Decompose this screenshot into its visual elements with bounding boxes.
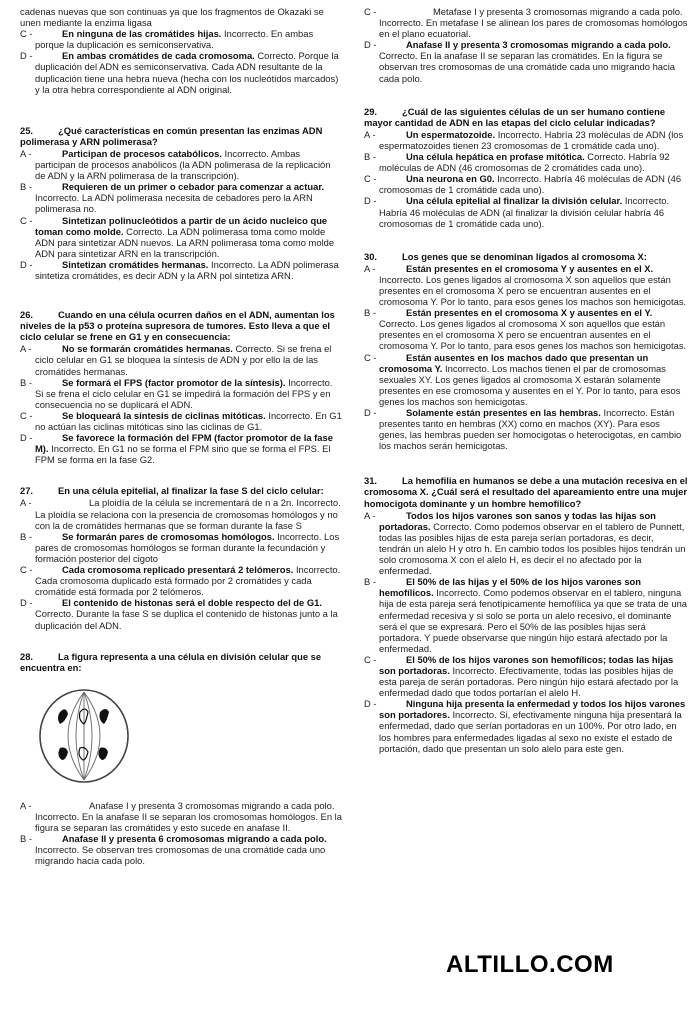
spindle-fiber: [84, 692, 92, 780]
chromatid: [98, 747, 108, 760]
option-text: Incorrecto. Efectivamente, todas las posibles hijas de esta pareja de serán portadoras. Pero ningún hijo estará afectado por la enfermedad dado que todos portarían el alelo H.: [379, 664, 679, 699]
option-title: Todos los hijos varones son sanos y todas las hijas son portadoras.: [379, 509, 656, 532]
option-title: Un espermatozoide.: [406, 128, 496, 140]
question-number: 30.: [364, 250, 378, 262]
option-d: [364, 407, 688, 451]
question-number: 27.: [20, 485, 34, 497]
option-text: Incorrecto. Ambas participan de procesos anabólicos (la ADN polimerasa de la replicación de ADN y la ARN polimerasa de la transcripción).: [35, 147, 331, 182]
chromatid: [79, 747, 88, 760]
chromatid: [100, 709, 110, 724]
option-text: Incorrecto. Habría 46 moléculas de ADN (al finalizar la división celular habría 46 cromosomas de 1 cromátide cada uno).: [379, 195, 670, 229]
question-25: [20, 125, 342, 281]
option-text: Correcto. Los genes ligados al cromosoma X son aquellos que están presentes en el cromosoma X pero se encuentran ausentes en el cromosoma Y. Por lo tanto, para esos genes los machos son hemicigotas.: [379, 318, 687, 352]
option-c-intro: [364, 6, 688, 39]
option-text: Correcto. En la anafase II se separan las cromátides. En la figura se observan tres cromosomas de una cromátide cada uno migrando hacia cada polo.: [379, 50, 675, 84]
option-text: Incorrecto. En G1 no se forma el FPM sino que se forma el FPS. El FPM se forma en la fase G2.: [35, 443, 331, 466]
option-letter: B -: [20, 833, 32, 845]
spindle-fiber: [76, 692, 84, 780]
option-letter: B -: [20, 181, 32, 193]
question-heading: [364, 106, 688, 128]
option-text: Incorrecto. Los genes ligados al cromosoma X son aquellos que están presentes en el cromosoma X pero se encuentran ausentes en el cromosoma Y. Por lo tanto, para esos genes los machos son hemicigotas.: [379, 273, 687, 308]
option-title: En ambas cromátides de cada cromosoma.: [62, 50, 255, 62]
option-title: No se formarán cromátides hermanas.: [62, 343, 233, 355]
option-text: Correcto. Habría 92 moléculas de ADN (46 cromosomas de 2 cromátides cada uno).: [379, 151, 670, 174]
option-letter: A -: [364, 509, 376, 521]
question-heading: [20, 309, 342, 342]
option-letter: D -: [364, 698, 377, 710]
question-heading: [364, 251, 688, 262]
option-text: Incorrecto. Se observan tres cromosomas de una cromátide cada uno migrando hacia cada polo.: [35, 844, 326, 867]
option-letter: A -: [20, 343, 32, 355]
question-30: [364, 251, 688, 452]
question-text: La hemofilia en humanos se debe a una mutación recesiva en el cromosoma X. ¿Cuál será el resultado del apareamiento entre una mujer homocigota dominante y un hombre hemofílico?: [364, 475, 688, 509]
option-c: [364, 352, 688, 407]
option-letter: D -: [20, 258, 33, 270]
option-letter: A -: [20, 497, 32, 509]
question-number: 26.: [20, 309, 34, 321]
option-text: Incorrecto. Cada cromosoma duplicado está formado por 2 cromátides y cada cromátide está formada por 2 telómeros.: [35, 564, 341, 598]
option-title: Una célula hepática en profase mitótica.: [406, 151, 585, 163]
option-letter: C -: [20, 214, 33, 226]
option-letter: B -: [20, 376, 32, 388]
option-b: [20, 531, 342, 564]
option-text: Incorrecto. La ADN polimerasa necesita de cebadores pero la ARN polimerasa no.: [35, 192, 313, 215]
option-title: Se bloqueará la síntesis de ciclinas mitóticas.: [62, 409, 266, 421]
chromatids-top: [58, 709, 109, 724]
option-letter: B -: [20, 530, 32, 542]
option-title: Están presentes en el cromosoma X y ausentes en el Y.: [406, 307, 653, 319]
option-letter: D -: [20, 597, 33, 609]
option-title: El contenido de histonas será el doble respecto del de G1.: [62, 597, 322, 609]
question-number: 29.: [364, 105, 378, 117]
option-c: [364, 173, 688, 195]
option-text: Correcto. La ADN polimerasa toma como molde ADN para sintetizar ADN nuevos. La ARN polimerasa toma como molde ADN para sintetizar ARN en la transcripción.: [35, 225, 335, 259]
option-text: Incorrecto. Habría 23 moléculas de ADN (los espermatozoides tienen 23 cromosomas de 1 cromátide cada uno).: [379, 128, 684, 151]
option-title: Están ausentes en los machos dado que presentan un cromosoma Y.: [379, 351, 649, 374]
option-a: [20, 800, 342, 833]
option-letter: C -: [364, 653, 377, 665]
option-text: Metafase I y presenta 3 cromosomas migrando a cada polo. Incorrecto. En metafase I se alinean los pares de cromosomas homólogos en el plano ecuatorial.: [379, 6, 688, 40]
spacer: [364, 451, 688, 475]
question-27: [20, 485, 342, 630]
option-text: Incorrecto. Los pares de cromosomas homólogos se forman durante la fecundación y formación posterior del cigoto: [35, 530, 340, 564]
option-d: [364, 698, 688, 753]
option-b: [364, 151, 688, 173]
question-heading: [20, 485, 342, 496]
option-text: Anafase I y presenta 3 cromosomas migrando a cada polo. Incorrecto. En la anafase II se separan los cromosomas homólogos. En la figura se separan las cromátides y esto sucede en anafase II.: [35, 799, 342, 834]
option-letter: C -: [364, 173, 377, 185]
option-title: Una célula epitelial al finalizar la división celular.: [406, 195, 623, 207]
option-a: [364, 510, 688, 577]
question-number: 31.: [364, 475, 378, 487]
option-letter: C -: [20, 409, 33, 421]
option-text: Correcto. Como podemos observar en el tablero de Punnett, todas las posibles hijas de esta pareja serían portadoras, es decir, tendrán un alelo H y otro h. En cambio todos los posibles hijos tendrán un solo cromosoma X con el alelo H, es decir el no afectado por la enfermedad.: [379, 520, 686, 577]
question-text: ¿Qué características en común presentan las enzimas ADN polimerasa y ARN polimerasa?: [20, 124, 323, 147]
option-letter: A -: [20, 147, 32, 159]
option-c: [20, 215, 342, 259]
option-letter: D -: [364, 195, 377, 207]
option-letter: D -: [20, 432, 33, 444]
option-letter: B -: [364, 151, 376, 163]
spacer: [364, 84, 688, 106]
spindle-fibers: [68, 692, 100, 780]
chromatids-bottom: [58, 747, 108, 760]
option-text: Incorrecto. Si, efectivamente ninguna hija presentará la enfermedad, dado que serían portadoras en un 100%. Por otro lado, en los hombres para enfermedades ligadas al sexo no existe el estado de portación, dado que presentan un solo alelo para este gen.: [379, 709, 682, 754]
option-title: El 50% de las hijas y el 50% de los hijos varones son hemofílicos.: [379, 576, 641, 599]
chromatid: [58, 709, 68, 724]
question-text: Los genes que se denominan ligados al cromosoma X:: [402, 250, 647, 262]
option-title: Se favorece la formación del FPM (factor promotor de la fase M).: [35, 432, 333, 455]
left-column: [20, 6, 342, 866]
option-d-intro: [20, 50, 342, 94]
question-heading: [20, 125, 342, 147]
option-text: Incorrecto. Están presentes tanto en hembras (XX) como en machos (XY). Para esos genes, las hembras pueden ser homocigotas o heterocigotas, en cambio los machos serán hemicigotas.: [379, 407, 682, 452]
option-a: [20, 148, 342, 181]
question-text: Cuando en una célula ocurren daños en el ADN, aumentan los niveles de la p53 o proteína supresora de tumores. Esto lleva a que el ciclo celular se frene en G1 y en consecuencia:: [20, 309, 335, 343]
option-title: Solamente están presentes en las hembras.: [406, 407, 601, 418]
option-title: Se formarán pares de cromosomas homólogos.: [62, 530, 275, 542]
option-title: En ninguna de las cromátides hijas.: [62, 28, 222, 40]
anaphase-cell-figure: [34, 686, 134, 786]
option-d: [364, 195, 688, 228]
option-title: Anafase II y presenta 3 cromosomas migrando a cada polo.: [406, 39, 671, 51]
option-text: Incorrecto. Como podemos observar en el tablero, ninguna hija de esta pareja será fenotípicamente hemofílica ya que se trata de una enfermedad recesiva y si solo se porta un alelo recesivo, el dominante será el que se expresará. Pero el 50% de las posibles hijas será portadora. Y puede observarse que ningún hijo estará afectado por la enfermedad.: [379, 587, 688, 654]
option-letter: D -: [364, 407, 377, 418]
spacer: [20, 465, 342, 485]
chromatid: [58, 747, 68, 760]
option-title: Ninguna hija presenta la enfermedad y todos los hijos varones son portadores.: [379, 698, 686, 721]
option-text: Incorrecto. La ADN polimerasa sintetiza cromátides, es decir ADN y la ARN pol sintetiza ARN.: [35, 258, 339, 281]
option-title: Sintetizan cromátides hermanas.: [62, 258, 209, 270]
option-b: [364, 307, 688, 351]
option-letter: A -: [364, 128, 376, 140]
option-letter: A -: [20, 799, 32, 811]
option-letter: C -: [364, 6, 377, 17]
option-text: Incorrecto. En G1 no actúan las ciclinas mitóticas sino las ciclinas de G1.: [35, 409, 342, 432]
option-title: Anafase II y presenta 6 cromosomas migrando a cada polo.: [62, 833, 327, 845]
option-title: Están presentes en el cromosoma Y y ausentes en el X.: [406, 262, 654, 274]
option-letter: C -: [364, 351, 377, 363]
question-text: En una célula epitelial, al finalizar la fase S del ciclo celular:: [58, 485, 324, 497]
option-letter: C -: [20, 564, 33, 576]
option-d: [20, 597, 342, 630]
option-title: Una neurona en G0.: [406, 173, 495, 185]
option-a: [20, 343, 342, 376]
spacer: [20, 631, 342, 651]
spacer: [364, 229, 688, 251]
option-b: [20, 833, 342, 866]
option-letter: B -: [364, 576, 376, 588]
option-text: Correcto. Porque la duplicación del ADN es semiconservativa. Cada ADN resultante de la duplicación tiene una hebra nueva (hecha con los nucleótidos marcados) y la otra hebra correspondiente al ADN original.: [35, 50, 339, 95]
option-letter: D -: [364, 39, 377, 51]
option-text: Incorrecto. Si se frena el ciclo celular en G1 se impedirá la formación del FPS y en consecuencia no se duplicará el ADN.: [35, 376, 333, 410]
question-text: ¿Cuál de las siguientes células de un ser humano contiene mayor cantidad de ADN en las etapas del ciclo celular indicadas?: [364, 105, 666, 128]
question-31: [364, 475, 688, 753]
option-c-intro: [20, 28, 342, 50]
option-text: Correcto. Si se frena el ciclo celular en G1 se bloquea la síntesis de ADN y por ello la de las cromátides hermanas.: [35, 343, 332, 377]
option-letter: B -: [364, 307, 376, 319]
option-letter: A -: [364, 262, 376, 274]
option-title: Sintetizan polinucleótidos a partir de un ácido nucleico que toman como molde.: [35, 214, 328, 237]
option-b: [20, 377, 342, 410]
option-text: Incorrecto. Habría 46 moléculas de ADN (46 cromosomas de 1 cromátide cada uno).: [379, 173, 682, 196]
intro-text: cadenas nuevas que son continuas ya que los fragmentos de Okazaki se unen mediante la enzima ligasa: [20, 6, 324, 29]
option-a: [364, 263, 688, 307]
option-d-intro: [364, 39, 688, 83]
question-26: [20, 309, 342, 465]
option-letter: C -: [20, 28, 33, 40]
option-title: Cada cromosoma replicado presentará 2 telómeros.: [62, 564, 294, 576]
question-28: [20, 651, 342, 867]
question-heading: [364, 475, 688, 508]
option-d: [20, 432, 342, 465]
option-text: Incorrecto. En ambas porque la duplicación es semiconservativa.: [35, 28, 314, 51]
option-title: El 50% de los hijos varones son hemofílicos; todas las hijas son portadoras.: [379, 653, 674, 676]
question-heading: [20, 651, 342, 673]
option-c: [20, 564, 342, 597]
option-title: Requieren de un primer o cebador para comenzar a actuar.: [62, 181, 325, 193]
option-d: [20, 259, 342, 281]
option-c: [364, 654, 688, 698]
question-number: 28.: [20, 650, 34, 662]
option-a: [20, 497, 342, 530]
option-text: Correcto. Durante la fase S se duplica el contenido de histonas junto a la duplicación del ADN.: [35, 608, 338, 631]
option-text: La ploidía de la célula se incrementará de n a 2n. Incorrecto. La ploidía se relaciona con la presencia de cromosomas homólogos y no con la de cromátides hermanas que se forman durante la fase S: [35, 497, 341, 531]
option-letter: D -: [20, 50, 33, 62]
altillo-logo: ALTILLO.COM: [446, 951, 614, 978]
option-a: [364, 129, 688, 151]
question-29: [364, 106, 688, 229]
spacer: [20, 281, 342, 309]
option-title: Se formará el FPS (factor promotor de la síntesis).: [62, 376, 286, 388]
question-text: La figura representa a una célula en división celular que se encuentra en:: [20, 650, 322, 673]
option-b: [364, 576, 688, 654]
option-title: Participan de procesos catabólicos.: [62, 147, 222, 159]
right-column: [364, 6, 688, 754]
option-text: Incorrecto. Los machos tienen el par de cromosomas sexuales XY. Los genes ligados al cromosoma X estarán solamente presentes en ese cromosoma y ausentes en el Y. Por lo tanto, para esos genes los machos son hemicigotas.: [379, 362, 681, 407]
spacer: [20, 95, 342, 125]
question-number: 25.: [20, 124, 34, 136]
option-c: [20, 410, 342, 432]
option-b: [20, 181, 342, 214]
